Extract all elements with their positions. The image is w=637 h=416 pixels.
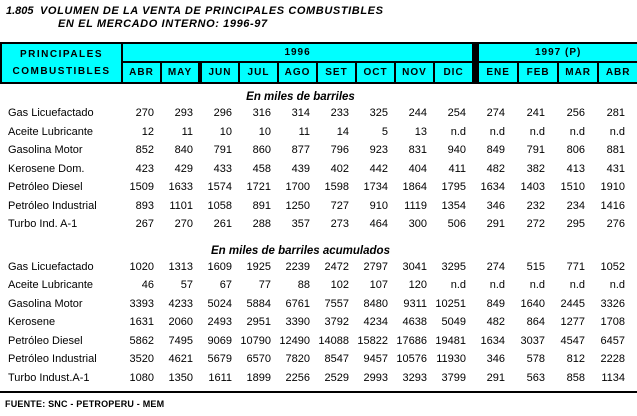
value-cell: 3520 <box>129 353 154 366</box>
value-cell: 272 <box>526 218 545 231</box>
value-cell: n.d <box>450 279 466 292</box>
value-cell: 812 <box>566 353 585 366</box>
value-cell: 464 <box>369 218 388 231</box>
value-cell: 1631 <box>129 316 154 329</box>
value-cell: 107 <box>369 279 388 292</box>
table-header <box>0 42 637 84</box>
value-cell: 3326 <box>600 297 625 310</box>
value-cell: 276 <box>606 218 625 231</box>
value-cell: 1313 <box>168 260 193 273</box>
value-cell: 234 <box>566 199 585 212</box>
value-cell: 2472 <box>324 260 349 273</box>
value-cell: 244 <box>408 107 427 120</box>
table-row <box>0 123 637 142</box>
header-principales-combustibles <box>1 43 122 83</box>
value-cell: 1101 <box>169 199 193 212</box>
month-header-1996: ABR <box>122 62 161 83</box>
table-row <box>0 276 637 295</box>
value-cell: 923 <box>369 144 388 157</box>
value-cell: 77 <box>258 279 271 292</box>
value-cell: 1277 <box>560 316 585 329</box>
value-cell: 791 <box>213 144 232 157</box>
value-cell: 439 <box>291 162 310 175</box>
value-cell: 382 <box>526 162 545 175</box>
row-label: Kerosene <box>8 316 56 329</box>
table-row <box>0 258 637 277</box>
value-cell: 2529 <box>324 371 349 384</box>
value-cell: 1721 <box>246 181 271 194</box>
value-cell: 17686 <box>396 334 427 347</box>
value-cell: 296 <box>213 107 232 120</box>
row-label: Petróleo Diesel <box>8 181 83 194</box>
value-cell: 256 <box>566 107 585 120</box>
table-row <box>0 332 637 351</box>
row-label: Turbo Ind. A-1 <box>8 218 78 231</box>
table-row <box>0 369 637 388</box>
value-cell: 12 <box>141 125 154 138</box>
month-header-1997: ENE <box>478 62 518 83</box>
table-row <box>0 160 637 179</box>
value-cell: 2493 <box>207 316 232 329</box>
value-cell: 10790 <box>240 334 271 347</box>
month-header-1996: DIC <box>434 62 473 83</box>
value-cell: 5679 <box>207 353 232 366</box>
value-cell: 893 <box>135 199 154 212</box>
value-cell: 2993 <box>363 371 388 384</box>
value-cell: n.d <box>529 279 545 292</box>
page-title <box>0 0 637 31</box>
value-cell: 5 <box>381 125 388 138</box>
value-cell: 5049 <box>441 316 466 329</box>
value-cell: 273 <box>330 218 349 231</box>
value-cell: 1403 <box>520 181 545 194</box>
value-cell: 233 <box>330 107 349 120</box>
value-cell: 10251 <box>435 297 466 310</box>
value-cell: 267 <box>135 218 154 231</box>
row-label: Petróleo Diesel <box>8 334 83 347</box>
value-cell: 578 <box>526 353 545 366</box>
value-cell: 1633 <box>168 181 193 194</box>
value-cell: 11930 <box>436 353 466 366</box>
row-label: Gasolina Motor <box>8 144 83 157</box>
value-cell: 852 <box>135 144 154 157</box>
value-cell: 4638 <box>402 316 427 329</box>
value-cell: n.d <box>529 125 545 138</box>
month-header-1996: MAY <box>161 62 200 83</box>
value-cell: 849 <box>486 144 505 157</box>
value-cell: 14088 <box>318 334 349 347</box>
month-header-1997: FEB <box>518 62 558 83</box>
row-label: Petróleo Industrial <box>8 199 97 212</box>
source-note: FUENTE: SNC - PETROPERU - MEM <box>5 399 165 409</box>
value-cell: 1708 <box>600 316 625 329</box>
value-cell: 11 <box>181 125 193 138</box>
value-cell: 4547 <box>560 334 585 347</box>
value-cell: 1354 <box>441 199 466 212</box>
value-cell: 10 <box>258 125 271 138</box>
value-cell: 346 <box>486 353 505 366</box>
value-cell: 102 <box>330 279 349 292</box>
value-cell: 860 <box>252 144 271 157</box>
value-cell: 12490 <box>279 334 310 347</box>
value-cell: 346 <box>486 199 505 212</box>
value-cell: 46 <box>141 279 154 292</box>
value-cell: 1350 <box>168 371 193 384</box>
value-cell: 1634 <box>480 334 505 347</box>
value-cell: 3393 <box>129 297 154 310</box>
value-cell: 274 <box>486 107 505 120</box>
value-cell: 232 <box>526 199 545 212</box>
row-label: Aceite Lubricante <box>8 125 93 138</box>
value-cell: 3295 <box>441 260 466 273</box>
value-cell: 291 <box>486 371 505 384</box>
value-cell: 11 <box>298 125 310 138</box>
value-cell: 1925 <box>246 260 271 273</box>
header-label-line2: COMBUSTIBLES <box>12 66 111 77</box>
value-cell: 1574 <box>207 181 232 194</box>
value-cell: 88 <box>297 279 310 292</box>
value-cell: 727 <box>330 199 349 212</box>
value-cell: 2256 <box>285 371 310 384</box>
value-cell: 1080 <box>129 371 154 384</box>
value-cell: 411 <box>448 162 466 175</box>
value-cell: 19481 <box>435 334 466 347</box>
value-cell: 3041 <box>402 260 427 273</box>
value-cell: 3792 <box>324 316 349 329</box>
row-label: Gasolina Motor <box>8 297 83 310</box>
value-cell: 5884 <box>246 297 271 310</box>
title-line2: EN EL MERCADO INTERNO: 1996-97 <box>58 18 268 30</box>
header-label-line1: PRINCIPALES <box>20 49 103 60</box>
value-cell: 910 <box>369 199 388 212</box>
value-cell: 831 <box>408 144 427 157</box>
value-cell: 2239 <box>285 260 310 273</box>
value-cell: 877 <box>291 144 310 157</box>
header-year-1996: 1996 <box>122 43 473 62</box>
month-header-1996: JUL <box>239 62 278 83</box>
value-cell: 241 <box>526 107 545 120</box>
value-cell: 270 <box>174 218 193 231</box>
value-cell: 14 <box>336 125 349 138</box>
value-cell: 849 <box>486 297 505 310</box>
row-label: Gas Licuefactado <box>8 260 94 273</box>
value-cell: 316 <box>252 107 271 120</box>
value-cell: n.d <box>569 125 585 138</box>
table-row <box>0 104 637 123</box>
value-cell: 2951 <box>246 316 271 329</box>
value-cell: 506 <box>447 218 466 231</box>
row-label: Aceite Lubricante <box>8 279 93 292</box>
value-cell: 2797 <box>363 260 388 273</box>
value-cell: 288 <box>252 218 271 231</box>
table-row <box>0 295 637 314</box>
value-cell: 404 <box>408 162 427 175</box>
value-cell: 1734 <box>363 181 388 194</box>
value-cell: 13 <box>414 125 427 138</box>
value-cell: 771 <box>566 260 585 273</box>
value-cell: 1020 <box>129 260 154 273</box>
month-header-1996: JUN <box>200 62 239 83</box>
value-cell: 300 <box>408 218 427 231</box>
value-cell: 1134 <box>601 371 625 384</box>
value-cell: 1634 <box>480 181 505 194</box>
value-cell: 1416 <box>600 199 625 212</box>
value-cell: 1910 <box>600 181 625 194</box>
value-cell: 67 <box>219 279 232 292</box>
value-cell: 4234 <box>363 316 388 329</box>
table-row <box>0 197 637 216</box>
value-cell: n.d <box>450 125 466 138</box>
value-cell: 325 <box>369 107 388 120</box>
value-cell: 2445 <box>560 297 585 310</box>
value-cell: 864 <box>526 316 545 329</box>
value-cell: 1119 <box>404 199 427 212</box>
value-cell: 1598 <box>324 181 349 194</box>
value-cell: 1509 <box>129 181 154 194</box>
value-cell: 7557 <box>324 297 349 310</box>
value-cell: 458 <box>252 162 271 175</box>
value-cell: 1052 <box>600 260 625 273</box>
value-cell: 891 <box>252 199 271 212</box>
header-year-1997: 1997 (P) <box>478 43 637 62</box>
table-row <box>0 350 637 369</box>
value-cell: 293 <box>174 107 193 120</box>
value-cell: 881 <box>606 144 625 157</box>
value-cell: 15822 <box>357 334 388 347</box>
value-cell: 806 <box>566 144 585 157</box>
month-header-1996: NOV <box>395 62 434 83</box>
value-cell: 6457 <box>600 334 625 347</box>
value-cell: 295 <box>566 218 585 231</box>
value-cell: 1640 <box>520 297 545 310</box>
value-cell: 431 <box>606 162 625 175</box>
value-cell: 3799 <box>441 371 466 384</box>
value-cell: 274 <box>486 260 505 273</box>
value-cell: 8547 <box>324 353 349 366</box>
value-cell: 6570 <box>246 353 271 366</box>
value-cell: 10 <box>219 125 232 138</box>
value-cell: 840 <box>174 144 193 157</box>
value-cell: 6761 <box>285 297 310 310</box>
value-cell: 482 <box>486 162 505 175</box>
value-cell: 515 <box>526 260 545 273</box>
value-cell: 442 <box>369 162 388 175</box>
value-cell: 3037 <box>520 334 545 347</box>
value-cell: 3293 <box>402 371 427 384</box>
value-cell: 482 <box>486 316 505 329</box>
value-cell: 270 <box>135 107 154 120</box>
value-cell: 402 <box>330 162 349 175</box>
value-cell: 1058 <box>207 199 232 212</box>
value-cell: 4621 <box>168 353 193 366</box>
title-lines <box>40 5 384 31</box>
value-cell: 433 <box>213 162 232 175</box>
row-label: Kerosene Dom. <box>8 162 85 175</box>
value-cell: 791 <box>526 144 545 157</box>
value-cell: 314 <box>291 107 310 120</box>
month-header-1996: OCT <box>356 62 395 83</box>
value-cell: 1700 <box>285 181 310 194</box>
row-label: Gas Licuefactado <box>8 107 94 120</box>
value-cell: 7820 <box>285 353 310 366</box>
value-cell: 1611 <box>208 371 232 384</box>
value-cell: 281 <box>606 107 625 120</box>
value-cell: 1510 <box>560 181 585 194</box>
table-row <box>0 141 637 160</box>
value-cell: 1609 <box>207 260 232 273</box>
value-cell: 9457 <box>363 353 388 366</box>
table-row <box>0 313 637 332</box>
month-header-1996: SET <box>317 62 356 83</box>
month-header-1996: AGO <box>278 62 317 83</box>
value-cell: 9311 <box>403 297 427 310</box>
value-cell: 5862 <box>129 334 154 347</box>
value-cell: 9069 <box>207 334 232 347</box>
value-cell: 57 <box>180 279 193 292</box>
value-cell: 796 <box>330 144 349 157</box>
month-header-1997: MAR <box>558 62 598 83</box>
table-body <box>0 90 637 387</box>
value-cell: 254 <box>447 107 466 120</box>
value-cell: 1795 <box>441 181 466 194</box>
table-row <box>0 178 637 197</box>
value-cell: 261 <box>213 218 232 231</box>
row-label: Turbo Indust.A-1 <box>8 371 90 384</box>
value-cell: n.d <box>489 125 505 138</box>
month-header-1997: ABR <box>598 62 637 83</box>
value-cell: 1864 <box>402 181 427 194</box>
value-cell: 940 <box>447 144 466 157</box>
value-cell: 858 <box>566 371 585 384</box>
value-cell: 423 <box>135 162 154 175</box>
value-cell: n.d <box>489 279 505 292</box>
section-heading: En miles de barriles acumulados <box>211 244 390 257</box>
value-cell: 4233 <box>168 297 193 310</box>
title-line1: VOLUMEN DE LA VENTA DE PRINCIPALES COMBUSTIBLES <box>40 5 384 17</box>
value-cell: 3390 <box>285 316 310 329</box>
value-cell: 10576 <box>396 353 427 366</box>
value-cell: 563 <box>526 371 545 384</box>
value-cell: 429 <box>174 162 193 175</box>
value-cell: 1899 <box>246 371 271 384</box>
value-cell: n.d <box>569 279 585 292</box>
value-cell: 2228 <box>600 353 625 366</box>
value-cell: 291 <box>486 218 505 231</box>
value-cell: 5024 <box>207 297 232 310</box>
value-cell: n.d <box>609 125 625 138</box>
value-cell: n.d <box>609 279 625 292</box>
value-cell: 8480 <box>363 297 388 310</box>
table-row <box>0 215 637 234</box>
row-label: Petróleo Industrial <box>8 353 97 366</box>
section-heading: En miles de barriles <box>246 91 355 103</box>
value-cell: 2060 <box>168 316 193 329</box>
value-cell: 413 <box>566 162 585 175</box>
value-cell: 1250 <box>285 199 310 212</box>
table-number: 1.805 <box>6 5 34 17</box>
value-cell: 120 <box>408 279 427 292</box>
value-cell: 7495 <box>168 334 193 347</box>
value-cell: 357 <box>291 218 310 231</box>
